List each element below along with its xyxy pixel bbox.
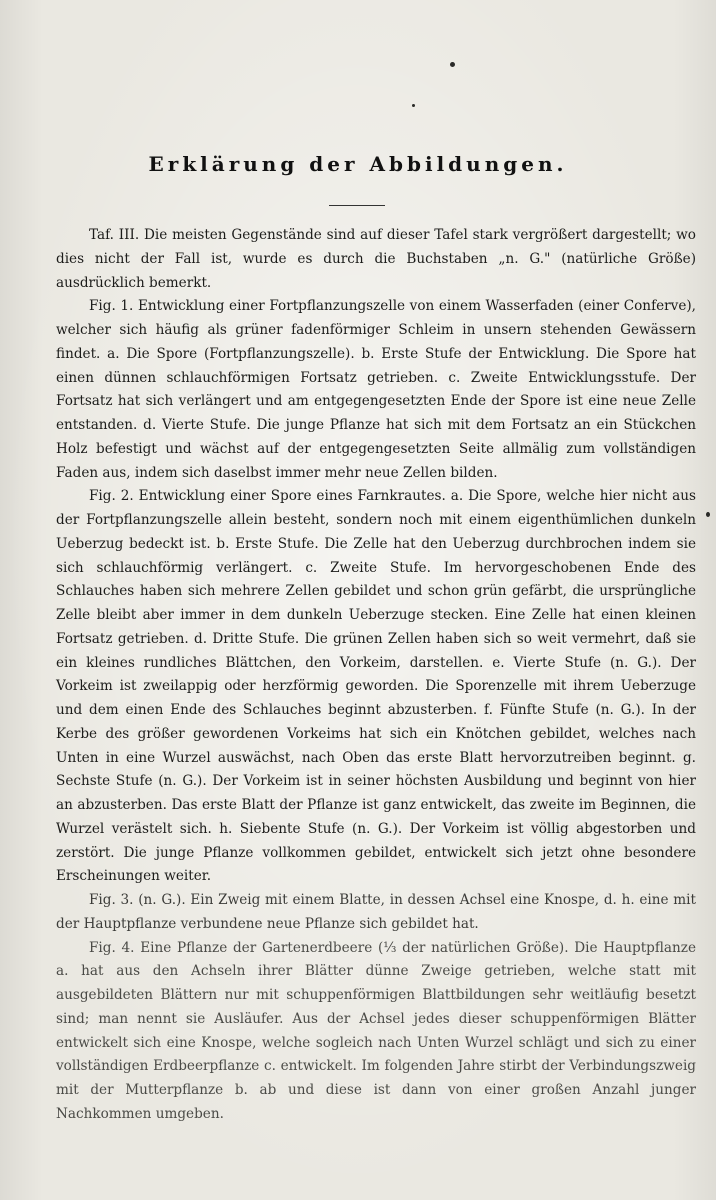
ink-speck	[450, 62, 455, 67]
body-text	[56, 224, 696, 1127]
paragraph-plate-intro: Taf. III. Die meisten Gegenstände sind auf dieser Tafel stark vergrößert dargestellt; wo dies nicht der Fall ist, wurde es durch die Buchstaben „n. G." (natürliche Größe) ausdrücklich bemerkt.	[56, 227, 696, 291]
page-title: Erklärung der Abbildungen.	[148, 152, 568, 176]
paragraph-fig-3: Fig. 3. (n. G.). Ein Zweig mit einem Blatte, in dessen Achsel eine Knospe, d. h. eine mit der Hauptpflanze verbundene neue Pflanze sich gebildet hat.	[56, 892, 696, 932]
ink-speck	[706, 512, 710, 517]
paragraph-fig-4: Fig. 4. Eine Pflanze der Gartenerdbeere (⅓ der natürlichen Größe). Die Hauptpflanze a. hat aus den Achseln ihrer Blätter dünne Zweige getrieben, welche statt mit ausgebildeten Blättern nur mit schuppenförmigen Blattbildungen sehr weitläufig besetzt sind; man nennt sie Ausläufer. Aus der Achsel jedes dieser schuppenförmigen Blätter entwickelt sich eine Knospe, welche sogleich nach Unten Wurzel schlägt und sich zu einer vollständigen Erdbeerpflanze c. entwickelt. Im folgenden Jahre stirbt der Verbindungszweig mit der Mutterpflanze b. ab und diese ist dann von einer großen Anzahl junger Nachkommen umgeben.	[56, 939, 696, 1122]
title-divider	[329, 205, 385, 206]
paragraph-fig-1: Fig. 1. Entwicklung einer Fortpflanzungszelle von einem Wasserfaden (einer Conferve), welcher sich häufig als grüner fadenförmiger Schleim in unsern stehenden Gewässern findet. a. Die Spore (Fortpflanzungszelle). b. Erste Stufe der Entwicklung. Die Spore hat einen dünnen schlauchförmigen Fortsatz getrieben. c. Zweite Entwicklungsstufe. Der Fortsatz hat sich verlängert und am entgegengesetzten Ende der Spore ist eine neue Zelle entstanden. d. Vierte Stufe. Die junge Pflanze hat sich mit dem Fortsatz an ein Stückchen Holz befestigt und wächst auf der entgegengesetzten Seite allmälig zum vollständigen Faden aus, indem sich daselbst immer mehr neue Zellen bilden.	[56, 298, 696, 481]
ink-speck	[412, 104, 415, 107]
paragraph-fig-2: Fig. 2. Entwicklung einer Spore eines Farnkrautes. a. Die Spore, welche hier nicht aus der Fortpflanzungszelle allein besteht, sondern noch mit einem eigenthümlichen dunkeln Ueberzug bedeckt ist. b. Erste Stufe. Die Zelle hat den Ueberzug durchbrochen indem sie sich schlauchförmig verlängert. c. Zweite Stufe. Im hervorgeschobenen Ende des Schlauches haben sich mehrere Zellen gebildet und schon grün gefärbt, die ursprüngliche Zelle bleibt aber immer in dem dunkeln Ueberzuge stecken. Eine Zelle hat einen kleinen Fortsatz getrieben. d. Dritte Stufe. Die grünen Zellen haben sich so weit vermehrt, daß sie ein kleines rundliches Blättchen, den Vorkeim, darstellen. e. Vierte Stufe (n. G.). Der Vorkeim ist zweilappig oder herzförmig geworden. Die Sporenzelle mit ihrem Ueberzuge und dem einen Ende des Schlauches beginnt abzusterben. f. Fünfte Stufe (n. G.). In der Kerbe des größer gewordenen Vorkeims hat sich ein Knötchen gebildet, welches nach Unten in eine Wurzel auswächst, nach Oben das erste Blatt hervorzutreiben beginnt. g. Sechste Stufe (n. G.). Der Vorkeim ist in seiner höchsten Ausbildung und beginnt von hier an abzusterben. Das erste Blatt der Pflanze ist ganz entwickelt, das zweite im Beginnen, die Wurzel verästelt sich. h. Siebente Stufe (n. G.). Der Vorkeim ist völlig abgestorben und zerstört. Die junge Pflanze vollkommen gebildet, entwickelt sich jetzt ohne besondere Erscheinungen weiter.	[56, 488, 696, 885]
